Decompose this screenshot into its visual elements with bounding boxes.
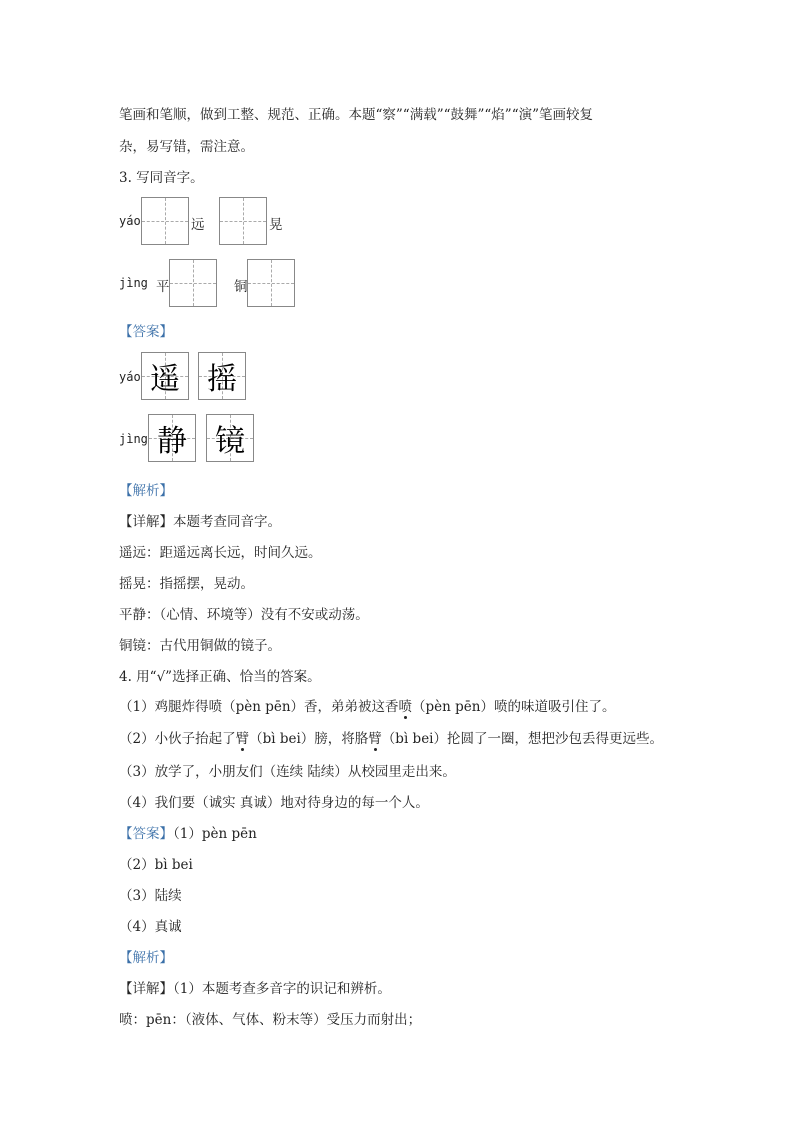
q3-row2-pinyin: jìng [119, 276, 148, 290]
answer-char-1: 遥 [150, 362, 180, 397]
q4-item-1-part-a: （1）鸡腿炸得喷（pèn pēn）香，弟弟被这香 [119, 699, 399, 715]
q4-item-1-part-c: 喷的味道吸引住了。 [493, 699, 616, 715]
q4-item-2-part-b: （bì bei）膀，将胳 [249, 731, 369, 747]
q3-answer-label: 【答案】 [119, 324, 173, 340]
q4-item-3: （3）放学了，小朋友们（连续 陆续）从校园里走出来。 [119, 764, 456, 780]
q3-blank-box-4[interactable] [247, 259, 295, 307]
answer-char-4: 镜 [215, 424, 245, 459]
q3-row1-char-2: 晃 [269, 217, 283, 233]
answer-char-2: 摇 [207, 362, 237, 397]
q4-analysis-label: 【解析】 [119, 950, 173, 966]
q4-item-2-part-a: （2）小伙子抬起了 [119, 731, 236, 747]
q3-note-4: 铜镜：古代用铜做的镜子。 [119, 638, 281, 654]
answer-box-3 [148, 414, 196, 462]
q4-answer-3: （3）陆续 [119, 888, 182, 904]
intro-line-1: 笔画和笔顺，做到工整、规范、正确。本题“察”“满载”“鼓舞”“焰”“演”笔画较复 [119, 107, 594, 123]
q3-row2-char-2: 铜 [234, 279, 248, 295]
q3-blank-box-1[interactable] [141, 197, 189, 245]
q4-item-1 [119, 695, 615, 715]
q3-row1-char-1: 远 [191, 217, 205, 233]
q3-note-1: 遥远：距遥远离长远，时间久远。 [119, 545, 322, 561]
q3-note-2: 摇晃：指摇摆，晃动。 [119, 576, 254, 592]
q4-item-2-dotted-char-1: 臂 [236, 727, 250, 747]
q3-analysis-label: 【解析】 [119, 483, 173, 499]
q3-row1-pinyin: yáo [119, 214, 141, 228]
q4-item-1-part-b: （pèn pēn） [412, 699, 494, 715]
answer-box-1 [141, 352, 189, 400]
q3-title: 3. 写同音字。 [119, 170, 204, 186]
answer-box-4 [206, 414, 254, 462]
q4-title: 4. 用“√”选择正确、恰当的答案。 [119, 669, 321, 685]
q3-detail: 【详解】本题考查同音字。 [119, 514, 281, 530]
q3-note-3: 平静：（心情、环境等）没有不安或动荡。 [119, 607, 369, 623]
q3-blank-box-2[interactable] [219, 197, 267, 245]
q4-item-2-part-c: （bì bei）抡圆了一圈，想把沙包丢得更远些。 [381, 731, 663, 747]
q4-answer-line [119, 822, 257, 842]
q4-item-4: （4）我们要（诚实 真诚）地对待身边的每一个人。 [119, 795, 429, 811]
q3-answer-row1-pinyin: yáo [119, 370, 141, 384]
intro-line-2: 杂，易写错，需注意。 [119, 139, 254, 155]
q4-detail: 【详解】（1）本题考查多音字的识记和辨析。 [119, 981, 391, 997]
q4-answer-4: （4）真诚 [119, 919, 182, 935]
q4-item-1-dotted-char: 喷 [399, 695, 413, 715]
q4-answer-2: （2）bì bei [119, 857, 193, 873]
q4-item-2-dotted-char-2: 臂 [368, 727, 382, 747]
q3-blank-box-3[interactable] [169, 259, 217, 307]
q3-answer-row2-pinyin: jìng [119, 432, 148, 446]
answer-char-3: 静 [157, 424, 187, 459]
q4-item-2 [119, 727, 663, 747]
q4-last-line: 喷：pēn：（液体、气体、粉末等）受压力而射出； [119, 1012, 422, 1028]
q3-row2-char-1: 平 [156, 279, 170, 295]
answer-box-2 [198, 352, 246, 400]
q4-answer-label: 【答案】 [119, 826, 173, 842]
q4-answer-1: （1）pèn pēn [173, 826, 257, 842]
